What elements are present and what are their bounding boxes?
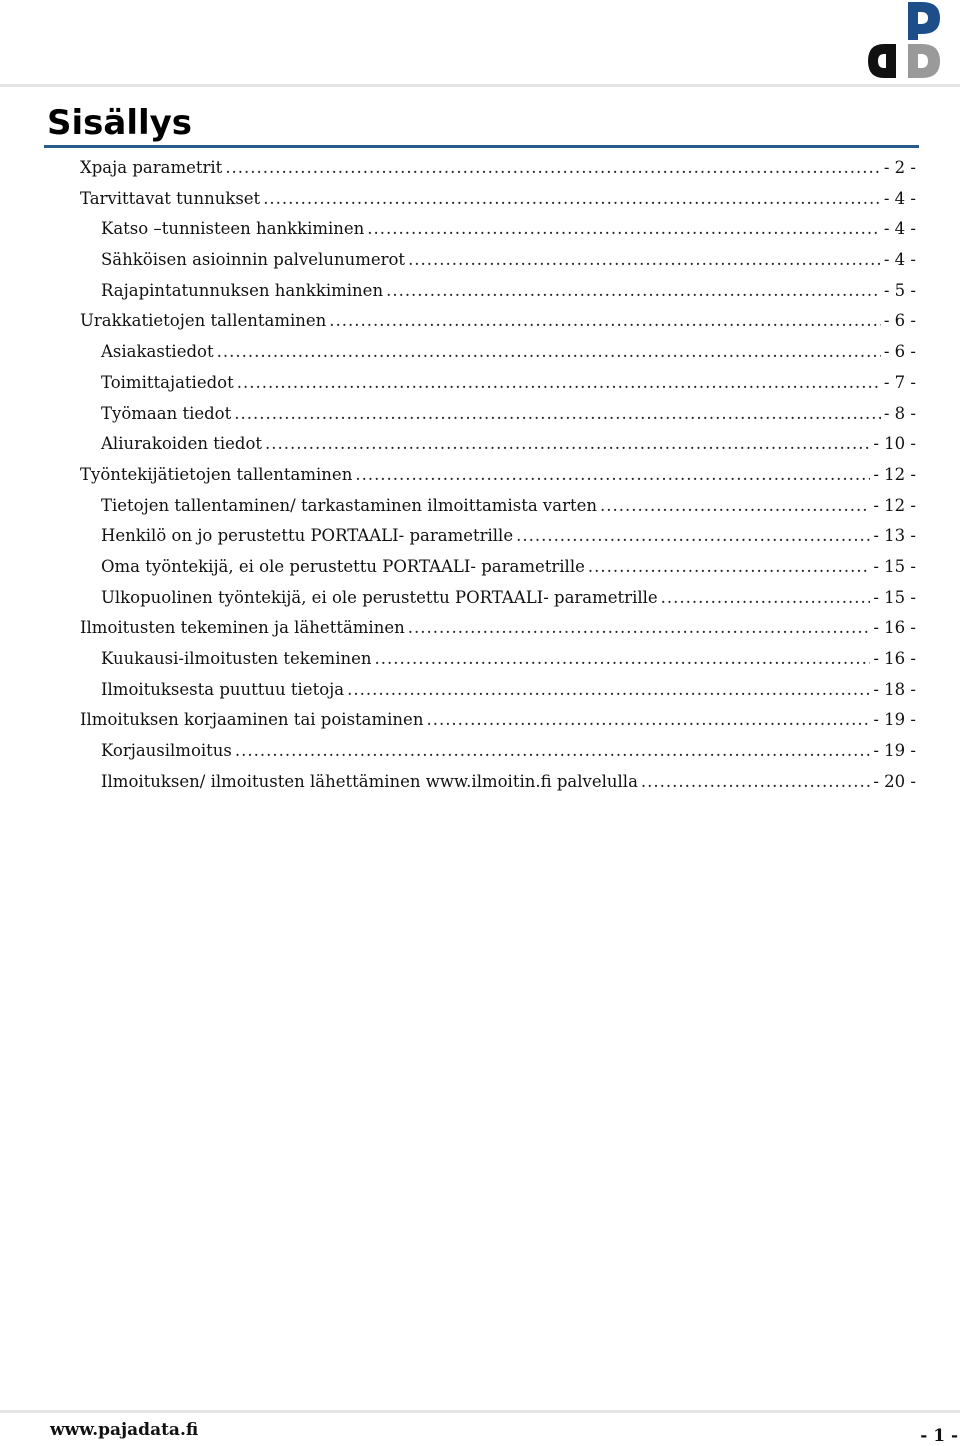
toc-entry[interactable] (80, 337, 916, 368)
toc-dot-leader (235, 736, 870, 767)
toc-dot-leader (265, 429, 870, 460)
toc-entry-page: - 13 - (873, 526, 916, 546)
toc-entry-title: Ilmoituksen/ ilmoitusten lähettäminen www.ilmoitin.fi palvelulla (101, 771, 638, 791)
toc-entry[interactable] (80, 644, 916, 675)
toc-entry-title: Sähköisen asioinnin palvelunumerot (101, 250, 406, 270)
toc-entry-title: Xpaja parametrit (80, 158, 223, 177)
toc-entry[interactable] (80, 613, 916, 644)
toc-entry-page: - 7 - (883, 372, 916, 392)
toc-entry-page: - 6 - (883, 342, 916, 362)
table-of-contents (80, 153, 916, 797)
toc-entry-title: Oma työntekijä, ei ole perustettu PORTAALI- parametrille (101, 556, 585, 576)
toc-entry-title: Ilmoitusten tekeminen ja lähettäminen (80, 618, 405, 638)
toc-entry[interactable] (80, 736, 916, 767)
toc-entry[interactable] (80, 521, 916, 552)
toc-entry-title: Rajapintatunnuksen hankkiminen (101, 280, 384, 300)
toc-dot-leader (600, 491, 870, 522)
toc-dot-leader (641, 767, 870, 798)
toc-entry[interactable] (80, 153, 916, 184)
toc-dot-leader (367, 214, 881, 245)
toc-entry-title: Kuukausi-ilmoitusten tekeminen (101, 649, 372, 668)
toc-dot-leader (408, 245, 881, 276)
toc-entry[interactable] (80, 184, 916, 215)
header-divider (0, 84, 960, 87)
toc-entry-page: - 4 - (883, 219, 916, 239)
toc-entry-title: Ulkopuolinen työntekijä, ei ole perustettu PORTAALI- parametrille (101, 587, 658, 607)
toc-entry-page: - 12 - (873, 495, 916, 515)
toc-entry-page: - 4 - (883, 250, 916, 270)
toc-dot-leader (661, 583, 871, 614)
toc-entry[interactable] (80, 767, 916, 798)
toc-dot-leader (329, 306, 881, 337)
toc-entry[interactable] (80, 368, 916, 399)
toc-entry-page: - 20 - (873, 771, 916, 791)
toc-entry[interactable] (80, 245, 916, 276)
toc-entry-page: - 19 - (873, 741, 916, 761)
toc-entry-title: Ilmoituksesta puuttuu tietoja (101, 679, 345, 699)
title-underline (44, 145, 919, 148)
toc-dot-leader (217, 337, 881, 368)
toc-entry-page: - 10 - (873, 434, 916, 454)
toc-entry-page: - 6 - (883, 311, 916, 331)
toc-entry-title: Työntekijätietojen tallentaminen (80, 464, 353, 484)
toc-entry-title: Henkilö on jo perustettu PORTAALI- parametrille (101, 526, 514, 546)
toc-entry[interactable] (80, 276, 916, 307)
pajadata-logo-icon (866, 0, 942, 82)
toc-dot-leader (263, 184, 881, 215)
toc-dot-leader (386, 276, 881, 307)
toc-dot-leader (426, 705, 870, 736)
toc-entry[interactable] (80, 306, 916, 337)
toc-dot-leader (234, 399, 881, 430)
toc-entry-page: - 12 - (873, 464, 916, 484)
footer-page-number: - 1 - (920, 1426, 958, 1446)
toc-dot-leader (375, 644, 871, 675)
toc-entry[interactable] (80, 399, 916, 430)
toc-dot-leader (516, 521, 870, 552)
toc-entry-page: - 16 - (873, 618, 916, 638)
toc-entry-title: Ilmoituksen korjaaminen tai poistaminen (80, 710, 424, 730)
toc-entry[interactable] (80, 429, 916, 460)
toc-entry[interactable] (80, 491, 916, 522)
toc-dot-leader (588, 552, 870, 583)
toc-entry-title: Aliurakoiden tiedot (101, 434, 263, 454)
toc-entry-title: Tietojen tallentaminen/ tarkastaminen ilmoittamista varten (101, 495, 597, 515)
toc-entry[interactable] (80, 460, 916, 491)
toc-entry-title: Korjausilmoitus (101, 741, 232, 761)
footer-url[interactable]: www.pajadata.fi (50, 1420, 199, 1440)
toc-entry-page: - 18 - (873, 679, 916, 699)
toc-entry-title: Urakkatietojen tallentaminen (80, 311, 327, 331)
toc-dot-leader (355, 460, 870, 491)
toc-entry-page: - 16 - (873, 649, 916, 668)
toc-dot-leader (237, 368, 881, 399)
toc-entry-page: - 2 - (883, 158, 916, 177)
toc-dot-leader (408, 613, 871, 644)
footer-divider (0, 1410, 960, 1413)
toc-entry[interactable] (80, 552, 916, 583)
toc-entry-page: - 8 - (883, 403, 916, 423)
toc-entry[interactable] (80, 214, 916, 245)
toc-entry[interactable] (80, 675, 916, 706)
toc-entry-page: - 5 - (883, 280, 916, 300)
toc-entry-title: Työmaan tiedot (101, 403, 232, 423)
toc-entry-title: Katso –tunnisteen hankkiminen (101, 219, 365, 239)
toc-entry-title: Tarvittavat tunnukset (80, 188, 261, 208)
toc-entry[interactable] (80, 705, 916, 736)
toc-dot-leader (225, 153, 881, 184)
toc-entry-title: Toimittajatiedot (101, 372, 234, 392)
toc-entry-page: - 19 - (873, 710, 916, 730)
toc-entry-title: Asiakastiedot (101, 342, 214, 362)
page-title: Sisällys (47, 103, 193, 143)
toc-entry-page: - 15 - (873, 556, 916, 576)
toc-dot-leader (347, 675, 870, 706)
toc-entry-page: - 15 - (873, 587, 916, 607)
toc-entry[interactable] (80, 583, 916, 614)
toc-entry-page: - 4 - (883, 188, 916, 208)
